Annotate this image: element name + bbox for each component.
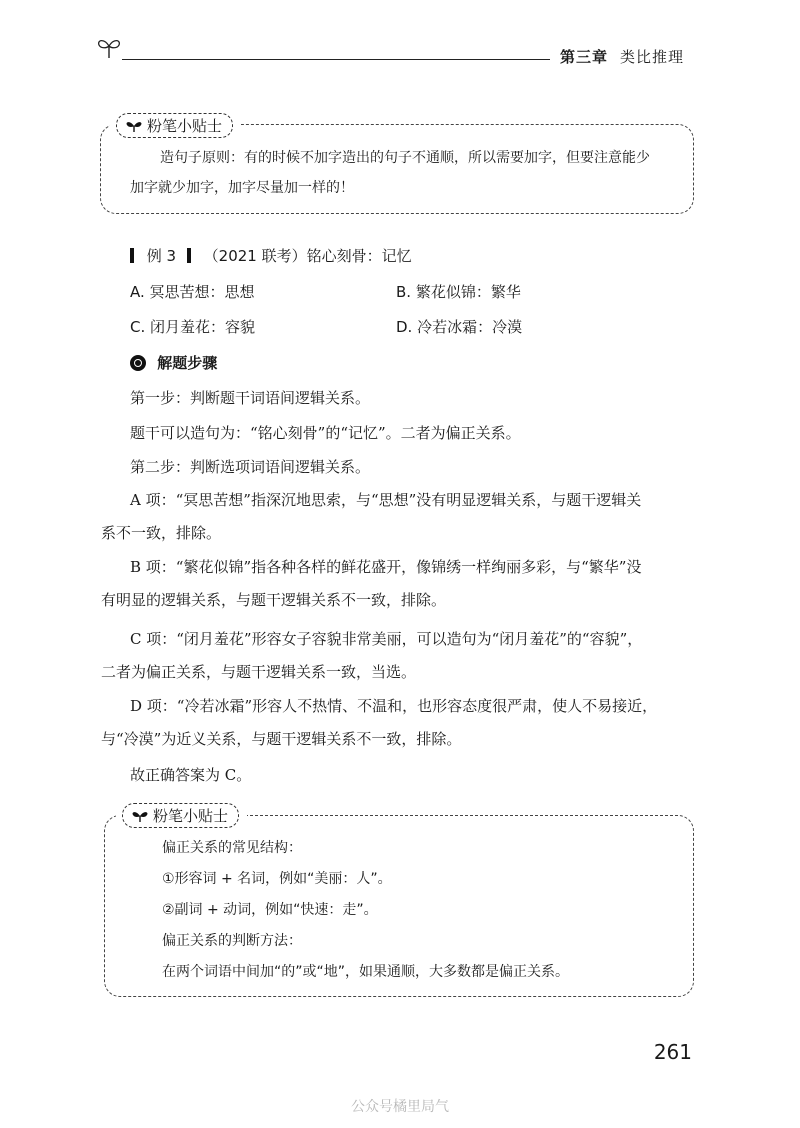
watermark: 公众号橘里局气	[351, 1099, 449, 1115]
header-rule	[122, 59, 550, 60]
option-a: A. 冥思苦想：思想	[130, 283, 255, 301]
chapter-title: 类比推理	[620, 48, 685, 66]
bar-mark	[187, 248, 191, 263]
tip-label	[110, 113, 241, 138]
option-d: D. 冷若冰霜：冷漠	[396, 318, 523, 336]
tip-label-text: 粉笔小贴士	[147, 117, 223, 135]
solution-heading	[130, 352, 217, 373]
solution-line: 第二步：判断选项词语间逻辑关系。	[130, 458, 371, 476]
solution-line: C 项：“闭月羞花”形容女子容貌非常美丽，可以造句为“闭月羞花”的“容貌”，	[130, 630, 643, 648]
example-label: 例 3	[146, 247, 177, 265]
solution-line: 第一步：判断题干词语间逻辑关系。	[130, 389, 371, 407]
tip-text: 加字就少加字，加字尽量加一样的！	[130, 180, 354, 196]
solution-line: 与“冷漠”为近义关系，与题干逻辑关系不一致，排除。	[101, 730, 462, 748]
running-header	[560, 46, 684, 67]
bar-mark	[130, 248, 134, 263]
solution-line: 题干可以造句为：“铭心刻骨”的“记忆”。二者为偏正关系。	[130, 424, 521, 442]
steps-icon	[130, 355, 146, 371]
solution-line: 系不一致，排除。	[101, 524, 222, 542]
option-c: C. 闭月羞花：容貌	[130, 318, 256, 336]
tip-text: ①形容词 + 名词，例如“美丽：人”。	[162, 871, 392, 887]
tip-text: 造句子原则：有的时候不加字造出的句子不通顺，所以需要加字，但要注意能少	[160, 150, 650, 166]
page-number: 261	[653, 1040, 692, 1064]
solution-line: D 项：“冷若冰霜”形容人不热情、不温和，也形容态度很严肃，使人不易接近，	[130, 697, 658, 715]
solution-line: B 项：“繁花似锦”指各种各样的鲜花盛开，像锦绣一样绚丽多彩，与“繁华”没	[130, 558, 642, 576]
tip-text: 在两个词语中间加“的”或“地”，如果通顺，大多数都是偏正关系。	[162, 964, 570, 980]
solution-line: A 项：“冥思苦想”指深沉地思索，与“思想”没有明显逻辑关系，与题干逻辑关	[130, 491, 642, 509]
chapter-label: 第三章	[560, 48, 609, 66]
tip-text: 偏正关系的常见结构：	[162, 840, 302, 856]
solution-line: 故正确答案为 C。	[130, 766, 252, 784]
example-stem: （2021 联考）铭心刻骨：记忆	[203, 247, 412, 265]
solution-line: 有明显的逻辑关系，与题干逻辑关系不一致，排除。	[101, 591, 447, 609]
sprout-icon	[125, 119, 143, 133]
tip-label	[116, 803, 247, 828]
sprout-icon	[131, 809, 149, 823]
sprout-icon	[96, 36, 122, 60]
solution-line: 二者为偏正关系，与题干逻辑关系一致，当选。	[101, 663, 417, 681]
tip-text: ②副词 + 动词，例如“快速：走”。	[162, 902, 378, 918]
example-heading	[130, 245, 412, 266]
option-b: B. 繁花似锦：繁华	[396, 283, 521, 301]
tip-label-text: 粉笔小贴士	[153, 807, 229, 825]
tip-text: 偏正关系的判断方法：	[162, 933, 302, 949]
solution-heading-text: 解题步骤	[157, 354, 218, 372]
